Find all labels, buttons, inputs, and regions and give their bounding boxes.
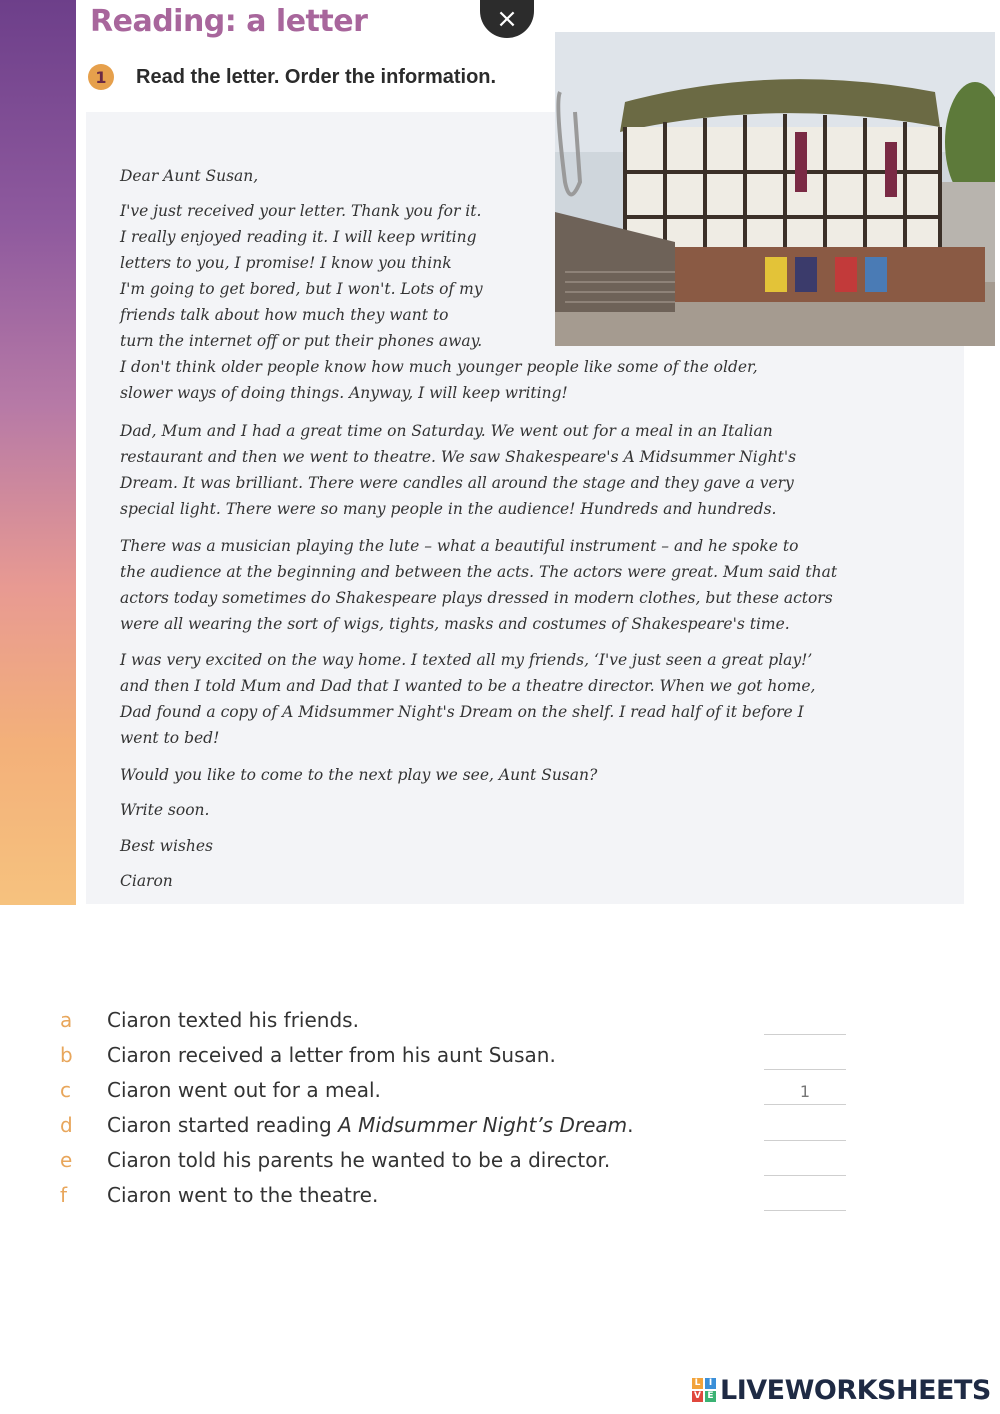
liveworksheets-logo-text: LIVEWORKSHEETS: [720, 1374, 991, 1406]
close-button[interactable]: ×: [480, 0, 534, 38]
letter-line: special light. There were so many people in the audience! Hundreds and hundreds.: [120, 500, 777, 518]
instruction-text: Read the letter. Order the information.: [136, 65, 497, 88]
answer-input-a[interactable]: [764, 1008, 846, 1035]
letter-line: Dad, Mum and I had a great time on Saturday. We went out for a meal in an Italian: [120, 422, 773, 440]
item-letter: e: [60, 1148, 73, 1172]
logo-mark-letter: L: [692, 1378, 703, 1389]
logo-mark-letter: E: [705, 1391, 716, 1402]
answer-input-b[interactable]: [764, 1043, 846, 1070]
letter-line: letters to you, I promise! I know you think: [120, 254, 452, 272]
letter-paragraph-1: [120, 198, 758, 406]
answer-input-c[interactable]: [764, 1078, 846, 1105]
item-text: Ciaron went to the theatre.: [107, 1183, 379, 1207]
item-letter: d: [60, 1113, 73, 1137]
exercise-item-f: [60, 1183, 860, 1218]
item-letter: a: [60, 1008, 73, 1032]
logo-mark-letter: I: [705, 1378, 716, 1389]
letter-line: and then I told Mum and Dad that I wanted to be a theatre director. When we got home,: [120, 677, 816, 695]
letter-line: actors today sometimes do Shakespeare plays dressed in modern clothes, but these actors: [120, 589, 833, 607]
letter-line: I'm going to get bored, but I won't. Lots of my: [120, 280, 483, 298]
letter-line: went to bed!: [120, 729, 220, 747]
letter-line: slower ways of doing things. Anyway, I will keep writing!: [120, 384, 568, 402]
item-text-start: Ciaron started reading: [107, 1113, 339, 1137]
exercise-item-d: [60, 1113, 860, 1148]
item-text: Ciaron received a letter from his aunt Susan.: [107, 1043, 556, 1067]
letter-line: were all wearing the sort of wigs, tights, masks and costumes of Shakespeare's time.: [120, 615, 790, 633]
letter-line: I really enjoyed reading it. I will keep writing: [120, 228, 477, 246]
answer-input-d[interactable]: [764, 1114, 846, 1141]
liveworksheets-logo[interactable]: [692, 1372, 991, 1408]
letter-question: Would you like to come to the next play we see, Aunt Susan?: [120, 766, 598, 784]
instruction: [88, 64, 496, 90]
item-text: Ciaron went out for a meal.: [107, 1078, 381, 1102]
letter-line: restaurant and then we went to theatre. We saw Shakespeare's A Midsummer Night's: [120, 448, 797, 466]
letter-line: Dad found a copy of A Midsummer Night's Dream on the shelf. I read half of it before I: [120, 703, 804, 721]
exercise-item-b: [60, 1043, 860, 1078]
logo-mark-letter: V: [692, 1391, 703, 1402]
exercise-item-a: [60, 1008, 860, 1043]
letter-line: Dream. It was brilliant. There were candles all around the stage and they gave a very: [120, 474, 794, 492]
letter-line: friends talk about how much they want to: [120, 306, 449, 324]
letter-line: I was very excited on the way home. I texted all my friends, ‘I've just seen a great play!’: [120, 651, 813, 669]
item-letter: f: [60, 1183, 68, 1207]
liveworksheets-logo-mark: [692, 1378, 716, 1402]
letter-line: the audience at the beginning and between the acts. The actors were great. Mum said that: [120, 563, 838, 581]
decorative-side-strip: [0, 0, 76, 905]
item-text: Ciaron texted his friends.: [107, 1008, 359, 1032]
letter-line: There was a musician playing the lute – what a beautiful instrument – and he spoke to: [120, 537, 799, 555]
item-letter: b: [60, 1043, 73, 1067]
answer-input-f[interactable]: [764, 1184, 846, 1211]
letter-paragraph-4: [120, 647, 815, 751]
letter-paragraph-3: [120, 533, 837, 637]
page-title: Reading: a letter: [90, 4, 368, 39]
letter-closing: Best wishes: [120, 837, 213, 855]
item-text: Ciaron told his parents he wanted to be a director.: [107, 1148, 611, 1172]
instruction-number: 1: [88, 64, 114, 90]
item-text-title: A Midsummer Night’s Dream: [338, 1113, 628, 1137]
item-text-end: .: [627, 1113, 634, 1137]
letter-line: I've just received your letter. Thank you for it.: [120, 202, 482, 220]
item-letter: c: [60, 1078, 71, 1102]
letter-line: I don't think older people know how much younger people like some of the older,: [120, 358, 758, 376]
letter-salutation: Dear Aunt Susan,: [120, 167, 259, 185]
letter-write-soon: Write soon.: [120, 801, 210, 819]
exercise-item-c: [60, 1078, 860, 1113]
letter-signature: Ciaron: [120, 872, 173, 890]
exercise-item-e: [60, 1148, 860, 1183]
item-text: [107, 1113, 633, 1137]
letter-paragraph-2: [120, 418, 796, 522]
answer-input-e[interactable]: [764, 1149, 846, 1176]
letter-line: turn the internet off or put their phones away.: [120, 332, 483, 350]
